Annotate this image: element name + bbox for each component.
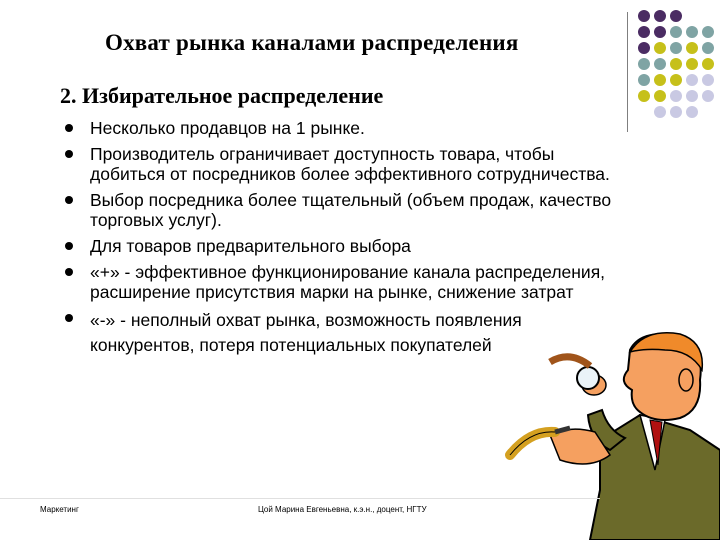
bullet-text: Производитель ограничивает доступность товара, чтобы добиться от посредников более эффективного сотрудничества. (90, 144, 610, 184)
divider-line (627, 12, 628, 132)
bullet-icon (65, 196, 73, 204)
list-item (62, 144, 622, 184)
bullet-text: «+» - эффективное функционирование канала распределения, расширение присутствия марки на рынке, снижение затрат (90, 262, 606, 302)
list-item (62, 190, 622, 230)
slide-subtitle: 2. Избирательное распределение (60, 83, 384, 108)
bullet-icon (65, 268, 73, 276)
bullet-text: «-» - неполный охват рынка, возможность появления конкурентов, потеря потенциальных покупателей (90, 310, 522, 355)
bullet-text: Выбор посредника более тщательный (объем продаж, качество торговых услуг). (90, 190, 612, 230)
list-item (62, 236, 622, 256)
bullet-text: Для товаров предварительного выбора (90, 236, 411, 256)
footer-course: Маркетинг (40, 505, 79, 514)
decorative-dot-grid-icon (636, 8, 716, 118)
bullet-icon (65, 150, 73, 158)
bullet-icon (65, 314, 73, 322)
slide-title: Охват рынка каналами распределения (105, 30, 519, 55)
bullet-icon (65, 242, 73, 250)
bullet-icon (65, 124, 73, 132)
list-item (62, 262, 622, 302)
businessman-with-magnifier-illustration-icon (490, 320, 720, 540)
footer-divider (0, 498, 600, 499)
bullet-text: Несколько продавцов на 1 рынке. (90, 118, 365, 138)
list-item (62, 118, 622, 138)
footer-author: Цой Марина Евгеньевна, к.э.н., доцент, НГТУ (258, 505, 427, 514)
